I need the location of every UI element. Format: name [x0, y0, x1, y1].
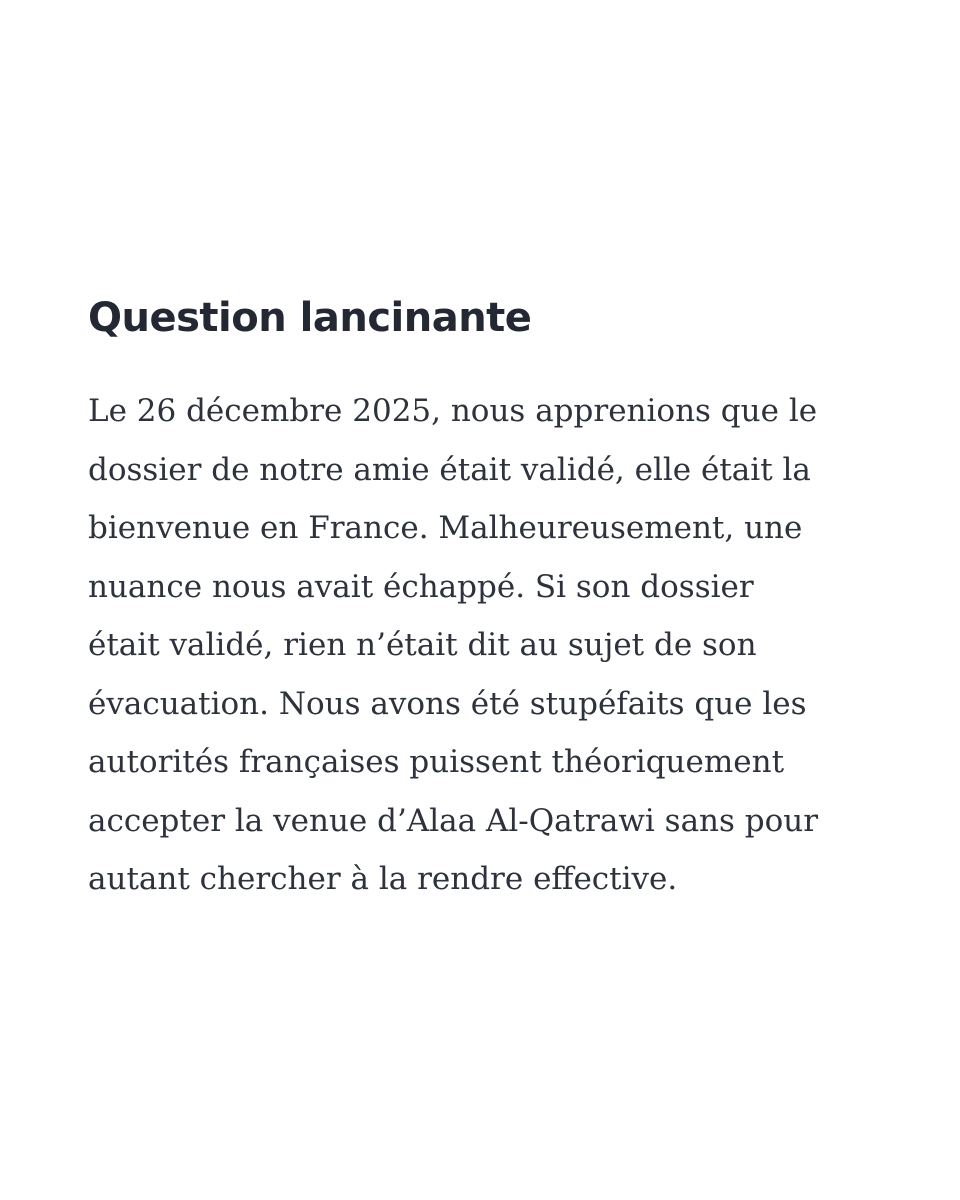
paragraph-line: était validé, rien n’était dit au sujet de son — [88, 627, 757, 663]
paragraph-line: Le 26 décembre 2025, nous apprenions que le — [88, 393, 818, 429]
paragraph-line: nuance nous avait échappé. Si son dossier — [88, 568, 754, 605]
paragraph-line: bienvenue en France. Malheureusement, une — [88, 510, 803, 546]
paragraph-line: autorités françaises puissent théoriquement — [88, 744, 785, 780]
article-paragraph — [88, 382, 888, 909]
paragraph-line: accepter la venue d’Alaa Al-Qatrawi sans pour — [88, 802, 819, 839]
paragraph-line: autant chercher à la rendre effective. — [88, 861, 678, 897]
article-section — [88, 286, 888, 909]
paragraph-line: dossier de notre amie était validé, elle était la — [88, 451, 811, 488]
paragraph-line: évacuation. Nous avons été stupéfaits que les — [88, 685, 807, 722]
heading-spacer — [88, 350, 888, 382]
section-heading: Question lancinante — [88, 295, 532, 341]
